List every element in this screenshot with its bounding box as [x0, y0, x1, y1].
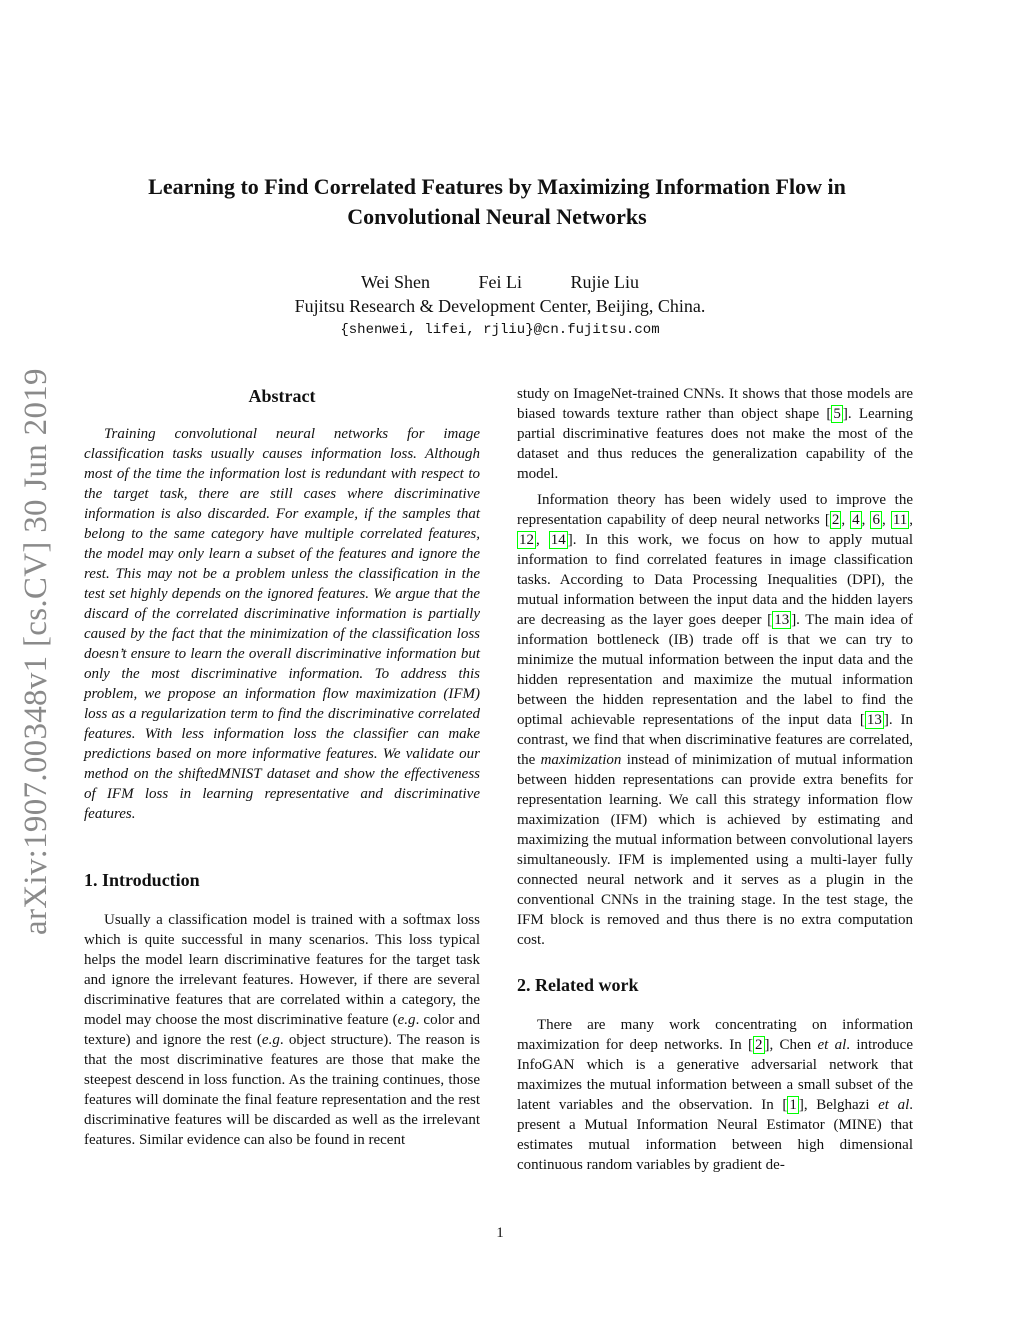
left-column: [84, 384, 480, 1150]
citation-link[interactable]: 14: [550, 532, 566, 548]
author-name: Fei Li: [478, 272, 523, 292]
citation-link[interactable]: 13: [774, 612, 790, 628]
author-name: Wei Shen: [360, 272, 431, 292]
intro-paragraph-2: study on ImageNet-trained CNNs. It shows that those models are biased towards texture rather than object shape [ 5 ]. Learning partial discriminative features does not make the most of the dataset and thus reduces the generalization capability of the model.: [517, 386, 913, 482]
related-work-paragraph-1: There are many work concentrating on information maximization for deep networks. In [ 2 ], Chen et al. introduce InfoGAN which is a generative adversarial network that maximizes the mutual information between a small subset of the latent variables and the observation. In [ 1 ], Belghazi et al. present a Mutual Information Neural Estimator (MINE) that estimates mutual information between high dimensional continuous random variables by gradient de-: [517, 1017, 913, 1173]
citation-link[interactable]: 1: [789, 1097, 797, 1113]
intro-paragraph-1: Usually a classification model is trained with a softmax loss which is quite successful in many scenarios. This loss typical helps the model learn discriminative features for the target task and ignore the irrelevant features. However, if there are several discriminative features that are correlated within a category, the model may choose the most discriminative feature (e.g. color and texture) and ignore the rest (e.g. object structure). The reason is that the most discriminative features are those that make the steepest descend in loss function. As the training continues, those features will dominate the final feature representation and the rest discriminative features will be discarded as well as the irrelevant features. Similar evidence can also be found in recent: [84, 912, 480, 1148]
arxiv-identifier: arXiv:1907.00348v1 [cs.CV] 30 Jun 2019: [18, 368, 54, 935]
email-addresses: {shenwei, lifei, rjliu}@cn.fujitsu.com: [340, 322, 660, 338]
citation-link[interactable]: 5: [833, 406, 841, 422]
citation-link[interactable]: 13: [866, 712, 882, 728]
citation-link[interactable]: 11: [892, 512, 908, 528]
affiliation: Fujitsu Research & Development Center, Beijing, China.: [294, 296, 706, 316]
introduction-heading: 1. Introduction: [84, 870, 200, 890]
citation-link[interactable]: 12: [519, 532, 534, 548]
abstract-heading: Abstract: [248, 386, 316, 406]
intro-paragraph-3: Information theory has been widely used to improve the representation capability of deep neural networks [ 2 , 4 , 6 , 11 , 12 , 14 ]. In this work, we focus on how to apply mutual information to find correlated features in image classification tasks. According to Data Processing Inequalities (DPI), the mutual information between the input data and the hidden layers are decreasing as the layer goes deeper [ 13 ]. The main idea of information bottleneck (IB) trade off is that we can try to minimize the mutual information between the input data and the hidden representation and maximize the mutual information between the hidden representation and the label to find the optimal achievable representations of the input data [ 13 ]. In contrast, we find that when discriminative features are correlated, the maximization instead of minimization of mutual information between hidden representations can provide extra benefits for representation learning. We call this strategy information flow maximization (IFM) which is achieved by estimating and maximizing the mutual information between convolutional layers simultaneously. IFM is implemented using a multi-layer fully connected neural network and it serves as a plugin in the conventional CNNs in the training stage. In the test stage, the IFM block is removed and thus there is no extra computation cost.: [517, 492, 914, 948]
author-name: Rujie Liu: [570, 272, 640, 292]
author-names: [0, 270, 1000, 294]
page-number: 1: [496, 1225, 504, 1241]
title-line-1: Learning to Find Correlated Features by Maximizing Information Flow in: [148, 174, 846, 199]
title-line-2: Convolutional Neural Networks: [347, 204, 647, 229]
author-block: [0, 270, 1000, 342]
abstract-text: Training convolutional neural networks for image classification tasks usually causes information loss. Although most of the time the information lost is redundant with respect to the target task, there are still cases where discriminative information is also discarded. For example, if the samples that belong to the same category have multiple correlated features, the model may only learn a subset of the features and ignore the rest. This may not be a problem unless the classification in the test set highly depends on the ignored features. We argue that the discard of the correlated discriminative information is partially caused by the fact that the minimization of the classification loss doesn’t ensure to learn the overall discriminative information but only the most discriminative information. To address this problem, we propose an information flow maximization (IFM) loss as a regularization term to find the discriminative correlated features. With less information loss the classifier can make predictions based on more informative features. We validate our method on the shiftedMNIST dataset and show the effectiveness of IFM loss in learning representative and discriminative features.: [84, 426, 480, 822]
citation-link[interactable]: 6: [872, 512, 880, 528]
right-column: [517, 384, 913, 1175]
paper-title: [90, 172, 904, 232]
citation-link[interactable]: 4: [852, 512, 860, 528]
citation-link[interactable]: 2: [755, 1037, 763, 1053]
related-work-heading: 2. Related work: [517, 975, 639, 995]
citation-link[interactable]: 2: [831, 512, 840, 528]
